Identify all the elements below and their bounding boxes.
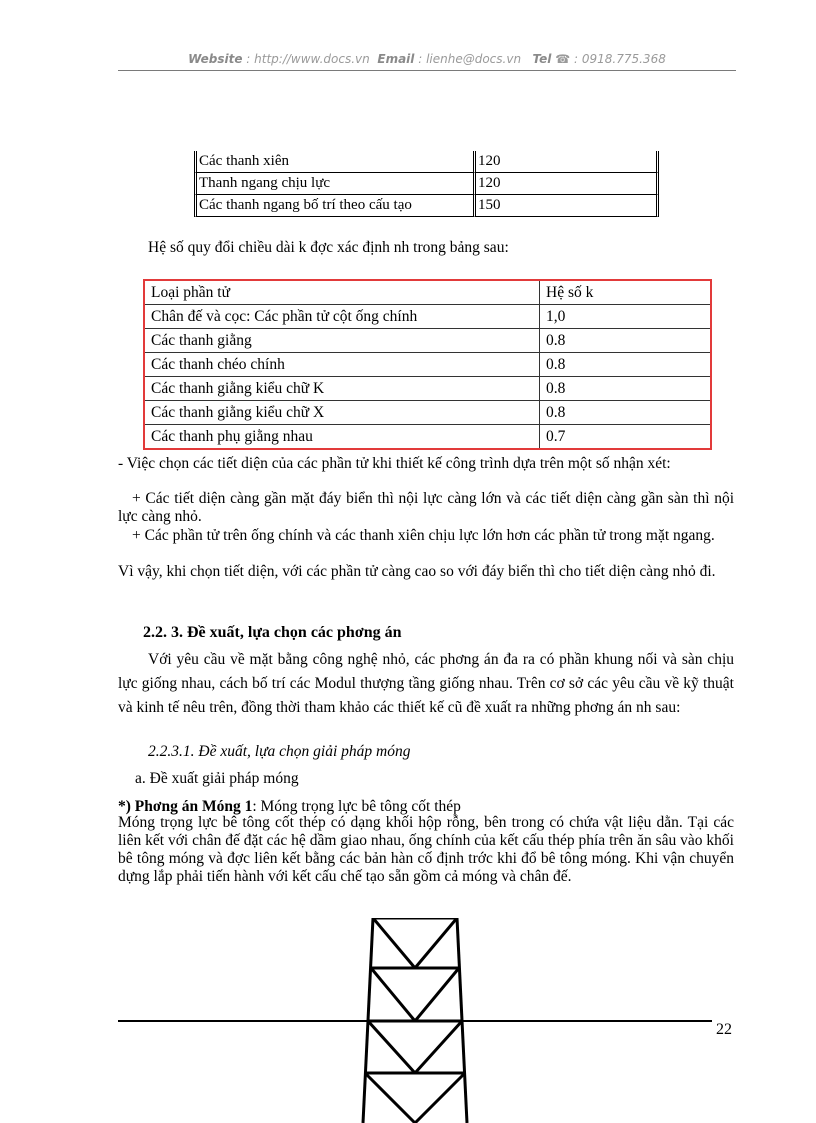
table-header-row: [144, 280, 711, 305]
option-title-rest: : Móng trọng lực bê tông cốt thép: [252, 798, 461, 815]
table-cell: Các thanh phụ giằng nhau: [144, 425, 540, 450]
tel-value: : 0918.775.368: [570, 52, 666, 66]
table-row: [194, 151, 659, 173]
page-number: 22: [716, 1021, 732, 1038]
header-divider: [118, 70, 736, 71]
table-cell: 0.8: [540, 329, 712, 353]
table-cell: Các thanh xiên: [194, 151, 476, 173]
note-paragraph: Vì vậy, khi chọn tiết diện, với các phần tử càng cao so với đáy biển thì cho tiết diện càng nhỏ đi.: [118, 563, 716, 580]
table-cell: 150: [476, 195, 659, 217]
k-factor-table: [143, 279, 712, 450]
option-title-bold: *) Phơng án Móng 1: [118, 798, 253, 815]
table-cell: Các thanh giằng: [144, 329, 540, 353]
section-paragraph: Với yêu cầu về mặt bằng công nghệ nhỏ, các phơng án đa ra có phần khung nối và sàn chịu lực giống nhau, cách bố trí các Modul thượng tầng giống nhau. Trên cơ sở các yêu cầu về kỹ thuật và kinh tế nêu trên, đồng thời tham khảo các thiết kế cũ đề xuất ra những phơng án nh sau:: [118, 651, 734, 716]
table-row: [144, 305, 711, 329]
table-header-cell: Hệ số k: [540, 280, 712, 305]
table-cell: 120: [476, 151, 659, 173]
page-header: [118, 52, 736, 66]
section-heading: 2.2. 3. Đề xuất, lựa chọn các phơng án: [143, 624, 402, 641]
table-header-cell: Loại phần tử: [144, 280, 540, 305]
note-paragraph: + Các tiết diện càng gần mặt đáy biển thì nội lực càng lớn và các tiết diện càng gần sàn thì nội lực càng nhỏ.: [118, 490, 734, 525]
table-row: [144, 353, 711, 377]
table-cell: Các thanh giằng kiểu chữ K: [144, 377, 540, 401]
website-sep: :: [242, 52, 255, 66]
email-value[interactable]: lienhe@docs.vn: [426, 52, 522, 66]
table-row: [144, 377, 711, 401]
table-cell: 0.8: [540, 353, 712, 377]
table-cell: Các thanh giằng kiểu chữ X: [144, 401, 540, 425]
item-heading: a. Đề xuất giải pháp móng: [135, 770, 299, 787]
table-cell: Chân đế và cọc: Các phần tử cột ống chính: [144, 305, 540, 329]
website-url[interactable]: http://www.docs.vn: [254, 52, 370, 66]
table-cell: 0.8: [540, 377, 712, 401]
email-label: Email: [377, 52, 415, 66]
table-row: [194, 195, 659, 217]
email-sep: :: [414, 52, 427, 66]
table-cell: Thanh ngang chịu lực: [194, 173, 476, 195]
table-cell: Các thanh ngang bố trí theo cấu tạo: [194, 195, 476, 217]
phone-icon: ☎: [555, 52, 571, 66]
subsection-heading: 2.2.3.1. Đề xuất, lựa chọn giải pháp móng: [148, 743, 411, 760]
k-intro-text: Hệ số quy đổi chiều dài k đợc xác định nh trong bảng sau:: [148, 239, 509, 256]
footer-divider: [118, 1020, 712, 1022]
note-paragraph: + Các phần tử trên ống chính và các thanh xiên chịu lực lớn hơn các phần tử trong mặt ngang.: [132, 527, 715, 544]
table-cell: Các thanh chéo chính: [144, 353, 540, 377]
option-body: Móng trọng lực bê tông cốt thép có dạng khối hộp rỗng, bên trong có chứa vật liệu dằn. Tại các liên kết với chân đế đặt các hệ dầm giao nhau, ống chính của kết cấu thép phía trên ăn sâu vào khối bê tông móng và đợc liên kết bằng các bản hàn cố định trớc khi đổ bê tông móng. Khi vận chuyển dựng lắp phải tiến hành với kết cấu chế tạo sẵn gồm cả móng và chân đế.: [118, 814, 734, 885]
table-row: [144, 425, 711, 450]
website-label: Website: [188, 52, 243, 66]
table-cell: 0.7: [540, 425, 712, 450]
slenderness-table: [194, 151, 659, 217]
table-row: [194, 173, 659, 195]
table-cell: 0.8: [540, 401, 712, 425]
tel-label: Tel: [532, 52, 552, 66]
table-row: [144, 329, 711, 353]
table-cell: 1,0: [540, 305, 712, 329]
table-cell: 120: [476, 173, 659, 195]
note-paragraph: - Việc chọn các tiết diện của các phần tử khi thiết kế công trình dựa trên một số nhận xét:: [118, 455, 671, 472]
table-row: [144, 401, 711, 425]
